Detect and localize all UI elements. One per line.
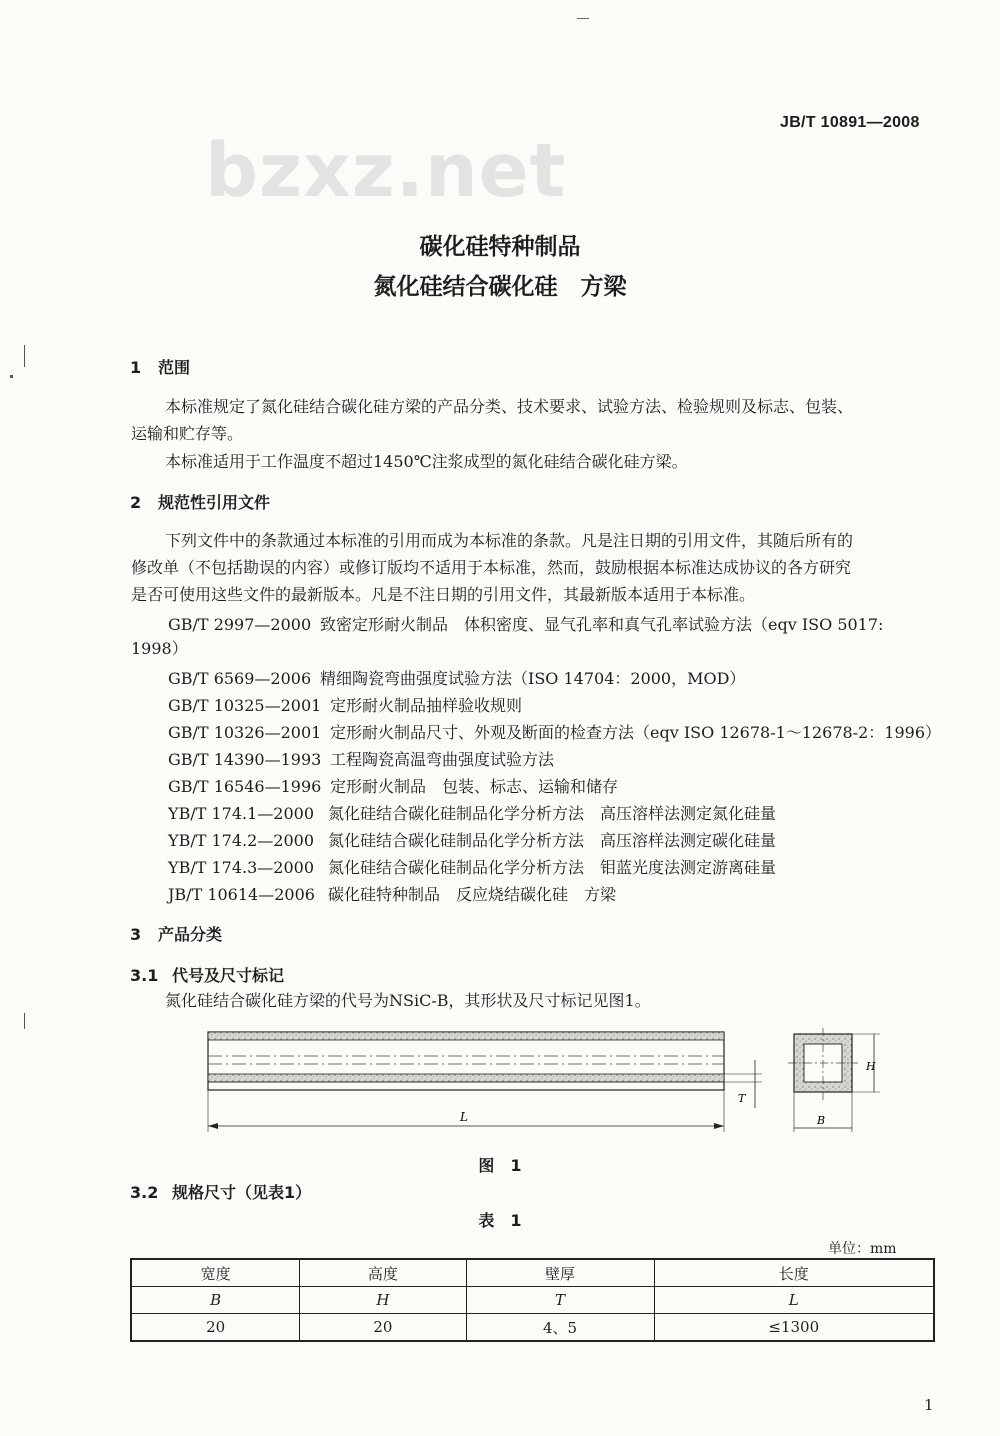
figure-1-beam-drawing xyxy=(190,1020,910,1140)
section-3-heading xyxy=(130,922,222,945)
reference-code: GB/T 2997—2000 xyxy=(168,615,312,634)
table-symbol-cell: T xyxy=(466,1287,654,1314)
reference-title: 定形耐火制品抽样验收规则 xyxy=(330,696,523,715)
reference-title: 定形耐火制品尺寸、外观及断面的检查方法（eqv ISO 12678-1～12678-2：1996） xyxy=(330,723,942,742)
table-symbol-row xyxy=(131,1287,934,1314)
table-cell: 4、5 xyxy=(466,1314,654,1342)
document-title-line2: 氮化硅结合碳化硅 方梁 xyxy=(373,274,627,300)
section-2-heading xyxy=(130,490,270,513)
section-title: 规范性引用文件 xyxy=(158,493,271,512)
reference-code: GB/T 10326—2001 xyxy=(168,723,322,742)
paragraph: 运输和贮存等。 xyxy=(131,424,244,443)
reference-title: 工程陶瓷高温弯曲强度试验方法 xyxy=(330,750,555,769)
scan-dash xyxy=(577,18,589,19)
figure-caption: 图 1 xyxy=(478,1156,522,1175)
subsection-title: 规格尺寸（见表1） xyxy=(172,1183,312,1202)
reference-title: 氮化硅结合碳化硅制品化学分析方法 高压溶样法测定碳化硅量 xyxy=(328,831,777,850)
paragraph: 本标准规定了氮化硅结合碳化硅方梁的产品分类、技术要求、试验方法、检验规则及标志、包装、 xyxy=(165,397,854,416)
reference-item xyxy=(168,855,776,878)
reference-item xyxy=(168,774,618,797)
table-symbol-cell: L xyxy=(654,1287,934,1314)
subsection-number: 3.1 xyxy=(130,966,159,985)
table-cell: 20 xyxy=(300,1314,466,1342)
section-number: 3 xyxy=(130,925,142,944)
table-cell: 20 xyxy=(131,1314,300,1342)
scan-mark xyxy=(24,1013,25,1029)
table-header-cell: 壁厚 xyxy=(466,1259,654,1287)
reference-title: 致密定形耐火制品 体积密度、显气孔率和真气孔率试验方法（eqv ISO 5017: xyxy=(320,615,884,634)
subsection-title: 代号及尺寸标记 xyxy=(172,966,285,985)
height-label: H xyxy=(866,1060,876,1073)
subsection-number: 3.2 xyxy=(130,1183,159,1202)
reference-code: GB/T 14390—1993 xyxy=(168,750,322,769)
section-number: 2 xyxy=(130,493,142,512)
paragraph: 修改单（不包括勘误的内容）或修订版均不适用于本标准，然而，鼓励根据本标准达成协议的各方研究 xyxy=(131,558,852,577)
reference-code: GB/T 6569—2006 xyxy=(168,669,312,688)
page-number: 1 xyxy=(924,1396,934,1414)
table-symbol-cell: B xyxy=(131,1287,300,1314)
reference-title: 碳化硅特种制品 反应烧结碳化硅 方梁 xyxy=(328,885,617,904)
beam-side-view xyxy=(208,1032,762,1132)
reference-item xyxy=(168,693,522,716)
reference-title: 定形耐火制品 包装、标志、运输和储存 xyxy=(330,777,619,796)
table-header-cell: 高度 xyxy=(300,1259,466,1287)
table-row xyxy=(131,1314,934,1342)
reference-item xyxy=(168,720,941,743)
standard-number: JB/T 10891—2008 xyxy=(780,114,920,131)
reference-title: 精细陶瓷弯曲强度试验方法（ISO 14704：2000，MOD） xyxy=(320,669,746,688)
table-symbol-cell: H xyxy=(300,1287,466,1314)
beam-cross-section xyxy=(788,1028,880,1132)
reference-code: GB/T 16546—1996 xyxy=(168,777,322,796)
reference-item xyxy=(168,801,776,824)
paragraph: 下列文件中的条款通过本标准的引用而成为本标准的条款。凡是注日期的引用文件，其随后所有的 xyxy=(165,531,854,550)
paragraph: 本标准适用于工作温度不超过1450℃注浆成型的氮化硅结合碳化硅方梁。 xyxy=(165,452,688,471)
section-title: 产品分类 xyxy=(158,925,223,944)
section-title: 范围 xyxy=(158,358,191,377)
width-label: B xyxy=(817,1114,826,1127)
section-1-heading xyxy=(130,355,190,378)
scan-mark xyxy=(24,345,25,367)
watermark-text: bzxz.net xyxy=(205,128,567,214)
reference-title: 氮化硅结合碳化硅制品化学分析方法 钼蓝光度法测定游离硅量 xyxy=(328,858,777,877)
table-header-cell: 宽度 xyxy=(131,1259,300,1287)
section-number: 1 xyxy=(130,358,142,377)
spec-table xyxy=(130,1258,935,1342)
length-label: L xyxy=(460,1110,468,1124)
paragraph: 氮化硅结合碳化硅方梁的代号为NSiC-B，其形状及尺寸标记见图1。 xyxy=(165,991,651,1010)
paragraph: 是否可使用这些文件的最新版本。凡是不注日期的引用文件，其最新版本适用于本标准。 xyxy=(131,585,756,604)
reference-item xyxy=(168,882,616,905)
subsection-3-1-heading xyxy=(130,963,284,986)
reference-item xyxy=(168,828,776,851)
table-unit: 单位：mm xyxy=(828,1241,897,1257)
thickness-label: T xyxy=(738,1092,746,1105)
reference-code: YB/T 174.2—2000 xyxy=(168,831,314,850)
reference-code: YB/T 174.3—2000 xyxy=(168,858,314,877)
reference-item xyxy=(168,747,554,770)
scan-dot xyxy=(10,375,13,378)
reference-code: JB/T 10614—2006 xyxy=(168,885,315,904)
document-title-line1: 碳化硅特种制品 xyxy=(419,234,581,260)
table-caption: 表 1 xyxy=(478,1211,522,1230)
reference-title: 氮化硅结合碳化硅制品化学分析方法 高压溶样法测定氮化硅量 xyxy=(328,804,777,823)
reference-continuation: 1998） xyxy=(131,639,188,658)
subsection-3-2-heading xyxy=(130,1180,311,1203)
table-cell: ≤1300 xyxy=(654,1314,934,1342)
reference-code: GB/T 10325—2001 xyxy=(168,696,322,715)
reference-item xyxy=(168,666,745,689)
reference-code: YB/T 174.1—2000 xyxy=(168,804,314,823)
table-header-cell: 长度 xyxy=(654,1259,934,1287)
reference-item xyxy=(168,612,883,635)
table-header-row xyxy=(131,1259,934,1287)
